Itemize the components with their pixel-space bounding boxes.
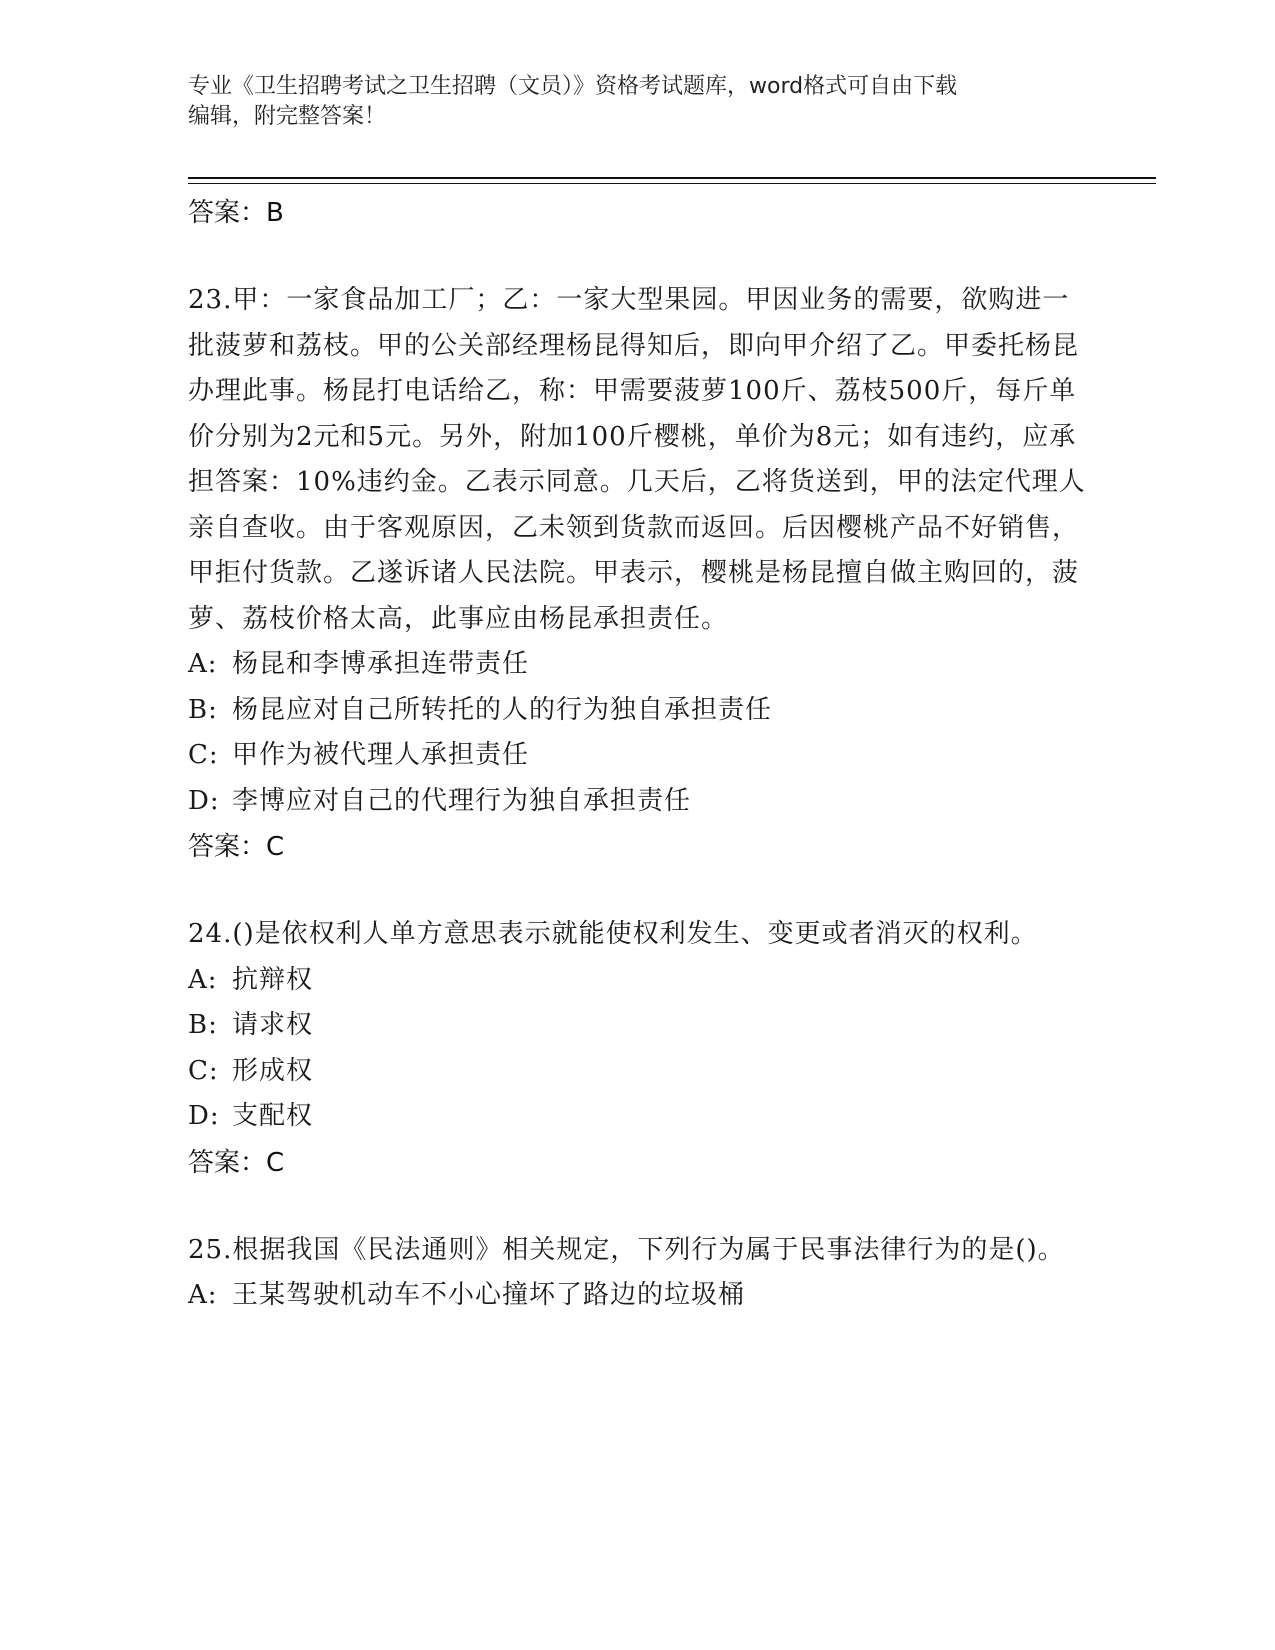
option-text: 杨昆和李博承担连带责任	[232, 649, 530, 679]
header-line-1: 专业《卫生招聘考试之卫生招聘（文员）》资格考试题库，word格式可自由下载	[188, 74, 958, 99]
header-rule-thin	[188, 183, 1156, 184]
option-letter: B:	[188, 1010, 218, 1040]
option-letter: D:	[188, 1101, 220, 1131]
option-text: 甲作为被代理人承担责任	[232, 740, 530, 770]
question-24	[188, 912, 1088, 1186]
option-b	[188, 1003, 1088, 1049]
question-text: 24.()是依权利人单方意思表示就能使权利发生、变更或者消灭的权利。	[188, 919, 1038, 949]
option-a	[188, 958, 1088, 1004]
option-text: 支配权	[232, 1101, 314, 1131]
option-a	[188, 642, 1088, 688]
option-letter: B:	[188, 694, 218, 725]
question-23	[188, 278, 1088, 870]
question-25	[188, 1228, 1088, 1319]
answer-label: 答案：B	[188, 198, 284, 228]
question-list	[188, 190, 1088, 1319]
answer-label: 答案：C	[188, 1147, 285, 1178]
option-c	[188, 733, 1088, 779]
option-letter: A:	[188, 964, 218, 995]
option-a	[188, 1273, 1088, 1319]
option-letter: D:	[188, 785, 220, 816]
page-header	[188, 72, 1088, 132]
option-text: 抗辩权	[232, 964, 314, 995]
answer-label: 答案：C	[188, 832, 285, 862]
option-d	[188, 779, 1088, 825]
header-rule	[188, 177, 1156, 179]
option-letter: C:	[188, 740, 219, 770]
question-text: 23.甲：一家食品加工厂；乙：一家大型果园。甲因业务的需要，欲购进一批菠萝和荔枝。甲的公关部经理杨昆得知后，即向甲介绍了乙。甲委托杨昆办理此事。杨昆打电话给乙，称：甲需要菠萝100斤、荔枝500斤，每斤单价分别为2元和5元。另外，附加100斤樱桃，单价为8元；如有违约，应承担答案：10%违约金。乙表示同意。几天后，乙将货送到，甲的法定代理人亲自查收。由于客观原因，乙未领到货款而返回。后因樱桃产品不好销售，甲拒付货款。乙遂诉诸人民法院。甲表示，樱桃是杨昆擅自做主购回的，菠萝、荔枝价格太高，此事应由杨昆承担责任。	[188, 285, 1086, 634]
option-text: 王某驾驶机动车不小心撞坏了路边的垃圾桶	[232, 1280, 746, 1310]
option-b	[188, 688, 1088, 734]
header-line-2: 编辑，附完整答案！	[188, 104, 387, 129]
option-letter: A:	[188, 649, 218, 679]
option-d	[188, 1094, 1088, 1140]
option-text: 请求权	[232, 1010, 314, 1040]
option-text: 杨昆应对自己所转托的人的行为独自承担责任	[232, 694, 773, 725]
option-text: 李博应对自己的代理行为独自承担责任	[232, 785, 692, 816]
option-letter: A:	[188, 1280, 218, 1310]
option-text: 形成权	[232, 1055, 314, 1086]
option-c	[188, 1049, 1088, 1095]
question-text: 25.根据我国《民法通则》相关规定，下列行为属于民事法律行为的是()。	[188, 1234, 1065, 1265]
option-letter: C:	[188, 1055, 219, 1086]
